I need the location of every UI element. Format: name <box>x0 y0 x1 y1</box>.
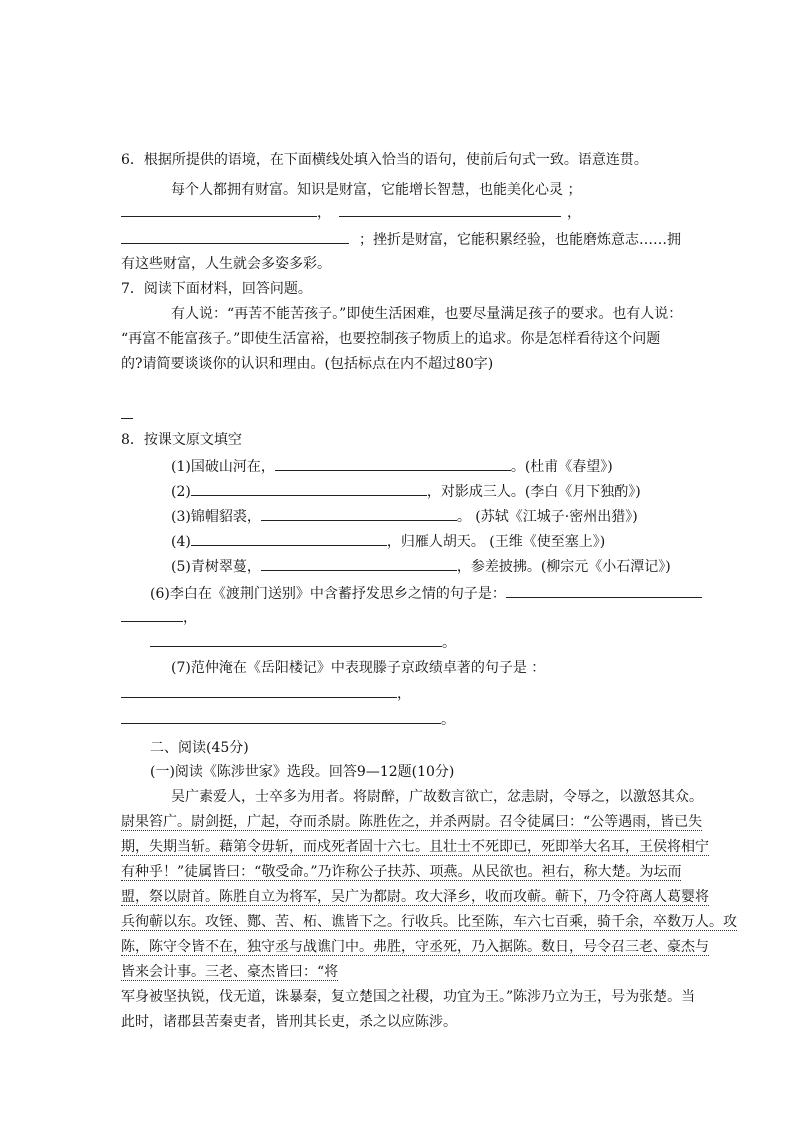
q8-item-6-comma: ， <box>183 610 197 626</box>
q6-title: 6．根据所提供的语境，在下面横线处填入恰当的语句，使前后句式一致。语意连贯。 <box>121 152 648 168</box>
q8-item-5-blank[interactable] <box>261 555 457 571</box>
q8-item-3-suffix: 。 (苏轼《江城子·密州出猎》) <box>456 509 638 525</box>
q6-answer-blank-2[interactable] <box>339 201 561 217</box>
q8-item-2-blank[interactable] <box>191 480 427 496</box>
passage-line-10: 此时，诸郡县苦秦吏者，皆刑其长吏，杀之以应陈涉。 <box>121 1014 457 1030</box>
q7-answer-line[interactable] <box>121 418 133 419</box>
q6-blank-row-1 <box>121 201 581 223</box>
q8-item-4-prefix: (4) <box>171 534 191 550</box>
q8-item-4 <box>171 530 605 552</box>
passage-line-2 <box>121 812 702 832</box>
q8-item-6-row-2 <box>121 606 197 628</box>
q8-item-2 <box>171 480 641 502</box>
passage-line-2-text: 尉果笞广。尉剑挺，广起，夺而杀尉。陈胜佐之，并杀两尉。召令徒属曰：“公等遇雨，皆已失 <box>121 814 703 830</box>
passage-line-5 <box>121 887 709 907</box>
reading-section-heading: 二、阅读(45分) <box>150 740 249 756</box>
passage-line-9: 军身被坚执锐，伐无道，诛暴秦，复立楚国之社稷，功宜为王。”陈涉乃立为王，号为张楚。当 <box>121 989 696 1005</box>
passage-line-5-text: 盟，祭以尉首。陈胜自立为将军，吴广为都尉。攻大泽乡，收而攻蕲。蕲下，乃令符离人葛婴将 <box>121 889 709 905</box>
q8-item-4-blank[interactable] <box>191 530 387 546</box>
q6-comma-2: ， <box>567 205 581 221</box>
passage-line-7 <box>121 937 709 957</box>
q8-item-1-blank[interactable] <box>275 455 511 471</box>
passage-line-4 <box>121 862 681 882</box>
passage-line-1: 吴广素爱人，士卒多为用者。将尉醉，广故数言欲亡，忿恚尉，令辱之，以激怒其众。 <box>171 789 703 805</box>
q8-item-7-period: 。 <box>441 712 455 728</box>
q8-item-7-blank-1[interactable] <box>121 682 397 698</box>
q8-item-6-prompt: (6)李白在《渡荆门送别》中含蓄抒发思乡之情的句子是： <box>150 586 506 602</box>
passage-line-8 <box>121 962 338 982</box>
q8-item-3 <box>171 505 638 527</box>
q8-item-3-blank[interactable] <box>261 505 457 521</box>
q8-item-2-suffix: ，对影成三人。(李白《月下独酌》) <box>426 484 641 500</box>
q8-item-7: (7)范仲淹在《岳阳楼记》中表现滕子京政绩卓著的句子是 ： <box>171 660 546 676</box>
q8-item-4-suffix: ，归雁人胡天。 (王维《使至塞上》) <box>386 534 606 550</box>
q8-item-1-suffix: 。(杜甫《春望》) <box>510 459 613 475</box>
q6-blank-row-2 <box>121 228 681 250</box>
q8-item-1-prefix: (1)国破山河在， <box>171 459 275 475</box>
passage-line-6 <box>121 912 737 932</box>
q8-title: 8．按课文原文填空 <box>121 432 242 448</box>
passage-line-7-text: 陈，陈守令皆不在，独守丞与战谯门中。弗胜，守丞死，乃入据陈。数日，号令召三老、豪杰与 <box>121 939 709 955</box>
passage-line-3 <box>121 837 709 857</box>
passage-line-6-text: 兵徇蕲以东。攻铚、酂、苦、柘、谯皆下之。行收兵。比至陈，车六七百乘，骑千余，卒数万人。攻 <box>121 914 737 930</box>
q7-paragraph-line-3: 的?请简要谈谈你的认识和理由。(包括标点在内不超过80字) <box>121 356 494 372</box>
q6-context-line: 每个人都拥有财富。知识是财富，它能增长智慧，也能美化心灵 ； <box>171 182 582 198</box>
q6-context-tail: ；挫折是财富，它能积累经验，也能磨炼意志……拥 <box>359 232 681 248</box>
q8-item-6-period: 。 <box>442 635 456 651</box>
passage-line-3-text: 期，失期当斩。藉第令毋斩，而戍死者固十六七。且壮士不死即已，死即举大名耳，王侯将相宁 <box>121 839 709 855</box>
q8-item-5 <box>171 555 671 577</box>
q8-item-5-suffix: ，参差披拂。(柳宗元《小石潭记》) <box>456 559 671 575</box>
q8-item-6-row-3 <box>150 631 456 653</box>
q6-context-end: 有这些财富，人生就会多姿多彩。 <box>121 256 331 272</box>
q6-comma-1: ， <box>317 205 331 221</box>
q8-item-7-row-2 <box>121 682 411 704</box>
reading-subheading: (一)阅读《陈涉世家》选段。回答9—12题(10分) <box>150 764 455 780</box>
q8-item-7-comma: ， <box>397 686 411 702</box>
q8-item-6-blank-2[interactable] <box>121 606 183 622</box>
q8-item-6-blank-3[interactable] <box>150 631 442 647</box>
q7-paragraph-line-2: “再富不能富孩子。”即使生活富裕，也要控制孩子物质上的追求。你是怎样看待这个问题 <box>121 331 661 347</box>
q8-item-7-row-3 <box>121 708 455 730</box>
q8-item-3-prefix: (3)锦帽貂裘， <box>171 509 261 525</box>
q7-title: 7．阅读下面材料，回答问题。 <box>121 281 312 297</box>
passage-line-8-text: 皆来会计事。三老、豪杰皆曰：“将 <box>121 964 339 980</box>
q7-paragraph-line-1: 有人说：“再苦不能苦孩子。”即使生活困难，也要尽量满足孩子的要求。也有人说： <box>171 306 683 322</box>
q8-item-7-blank-2[interactable] <box>121 708 441 724</box>
q8-item-6 <box>150 582 702 604</box>
q8-item-5-prefix: (5)青树翠蔓， <box>171 559 261 575</box>
q8-item-6-blank-1[interactable] <box>506 582 702 598</box>
q6-answer-blank-1[interactable] <box>121 201 317 217</box>
q6-answer-blank-3[interactable] <box>121 228 349 244</box>
q8-item-2-prefix: (2) <box>171 484 191 500</box>
passage-line-4-text: 有种乎！”徒属皆曰：“敬受命。”乃诈称公子扶苏、项燕。从民欲也。袒右，称大楚。为坛而 <box>121 864 682 880</box>
q8-item-1 <box>171 455 613 477</box>
